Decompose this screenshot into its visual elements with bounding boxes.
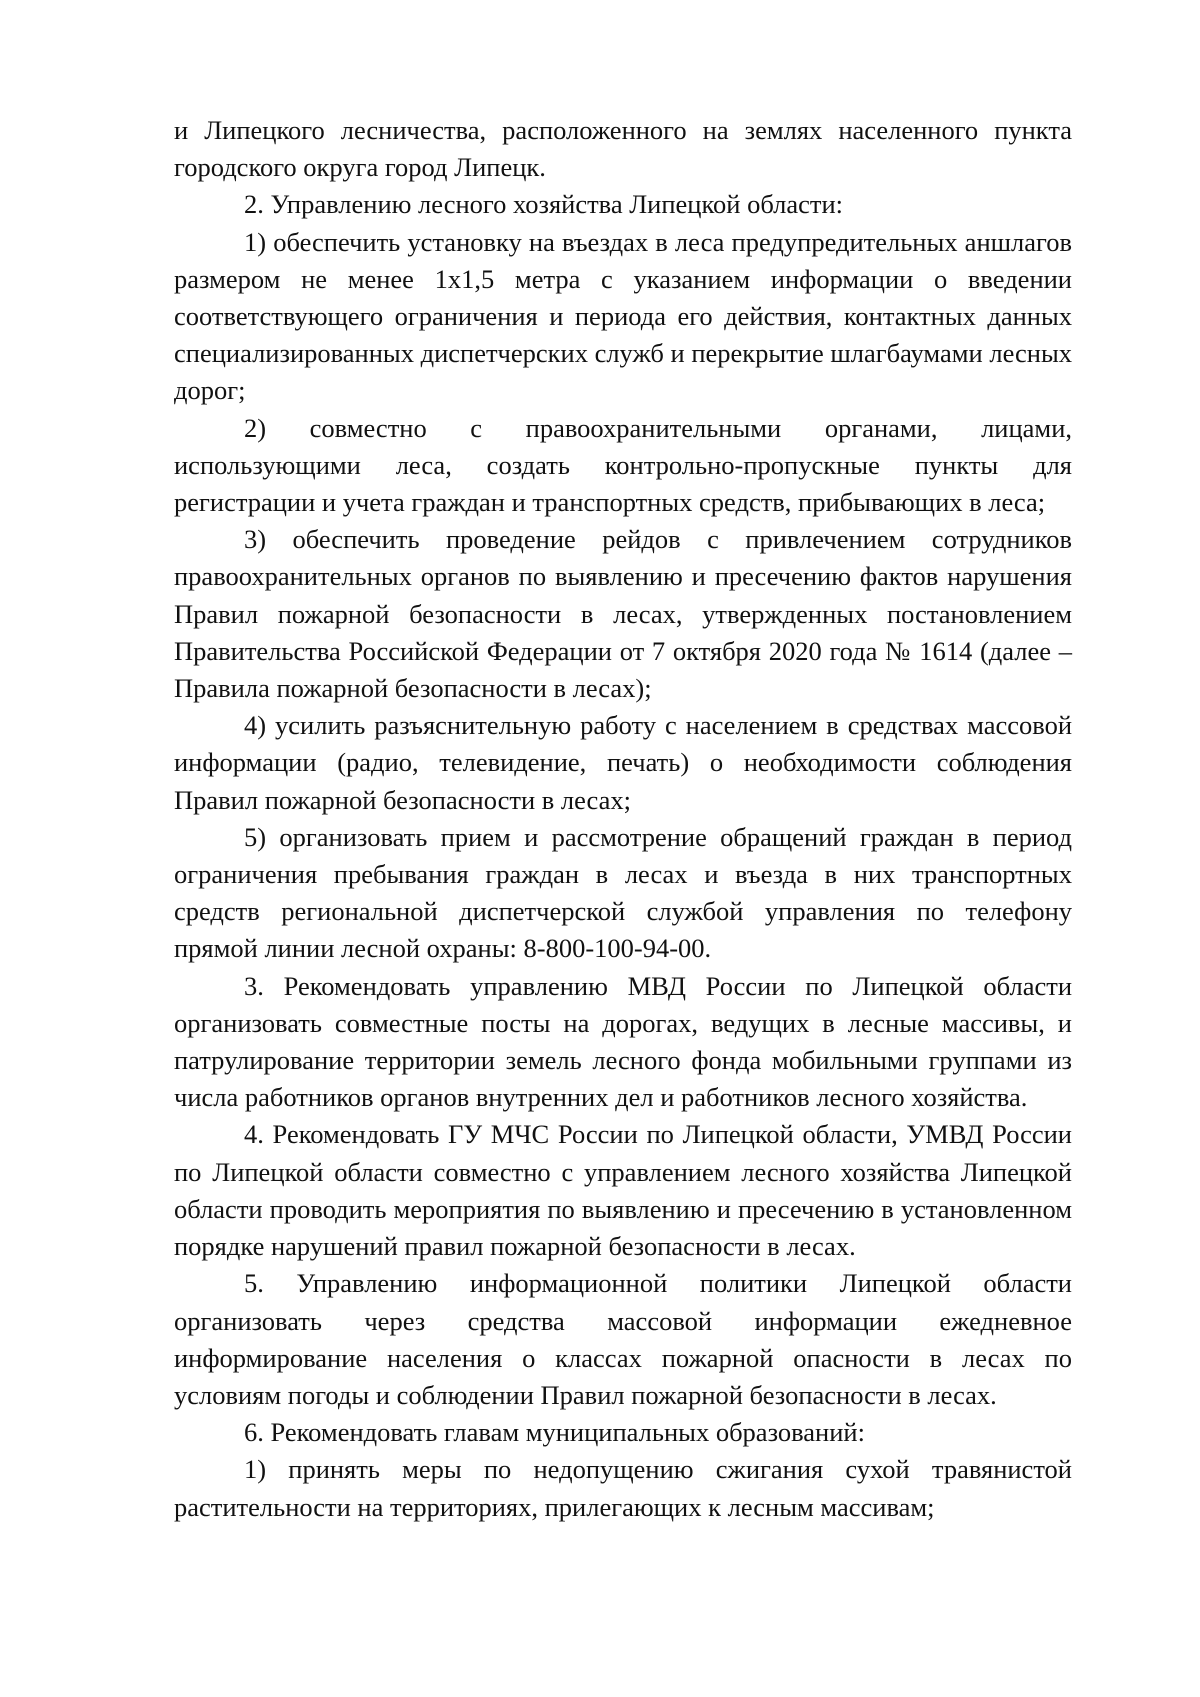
paragraph-item-6: 6. Рекомендовать главам муниципальных образований:: [244, 1417, 865, 1448]
paragraph-item-2-5: 5) организовать прием и рассмотрение обращений граждан в период ограничения пребывания граждан в лесах и въезда в них транспортных средств региональной диспетчерской службой управления по телефону прямой линии лесной охраны: 8-800-100-94-00.: [174, 821, 1072, 964]
paragraph-item-2-2: 2) совместно с правоохранительными органами, лицами, использующими леса, создать контрольно-пропускные пункты для регистрации и учета граждан и транспортных средств, прибывающих в леса;: [174, 412, 1072, 518]
paragraph-item-2-3: 3) обеспечить проведение рейдов с привлечением сотрудников правоохранительных органов по выявлению и пресечению фактов нарушения Правил пожарной безопасности в лесах, утвержденных постановлением Правительства Российской Федерации от 7 октября 2020 года № 1614 (далее – Правила пожарной безопасности в лесах);: [174, 524, 1072, 704]
paragraph-item-2-4: 4) усилить разъяснительную работу с населением в средствах массовой информации (радио, телевидение, печать) о необходимости соблюдения Правил пожарной безопасности в лесах;: [174, 710, 1072, 815]
paragraph-item-6-1: 1) принять меры по недопущению сжигания сухой травянистой растительности на территориях, прилегающих к лесным массивам;: [174, 1454, 1072, 1522]
paragraph-item-2: 2. Управлению лесного хозяйства Липецкой области:: [244, 189, 844, 220]
paragraph-continuation: и Липецкого лесничества, расположенного на землях населенного пункта городского округа город Липецк.: [174, 115, 1072, 183]
document-body: [174, 112, 1072, 1526]
paragraph-item-5: 5. Управлению информационной политики Липецкой области организовать через средства массовой информации ежедневное информирование населения о классах пожарной опасности в лесах по условиям погоды и соблюдении Правил пожарной безопасности в лесах.: [174, 1268, 1072, 1410]
paragraph-item-4: 4. Рекомендовать ГУ МЧС России по Липецкой области, УМВД России по Липецкой области совместно с управлением лесного хозяйства Липецкой области проводить мероприятия по выявлению и пресечению в установленном порядке нарушений правил пожарной безопасности в лесах.: [174, 1119, 1072, 1262]
paragraph-item-2-1: 1) обеспечить установку на въездах в леса предупредительных аншлагов размером не менее 1х1,5 метра с указанием информации о введении соответствующего ограничения и периода его действия, контактных данных специализированных диспетчерских служб и перекрытие шлагбаумами лесных дорог;: [174, 226, 1072, 406]
paragraph-item-3: 3. Рекомендовать управлению МВД России по Липецкой области организовать совместные посты на дорогах, ведущих в лесные массивы, и патрулирование территории земель лесного фонда мобильными группами из числа работников органов внутренних дел и работников лесного хозяйства.: [174, 970, 1072, 1113]
